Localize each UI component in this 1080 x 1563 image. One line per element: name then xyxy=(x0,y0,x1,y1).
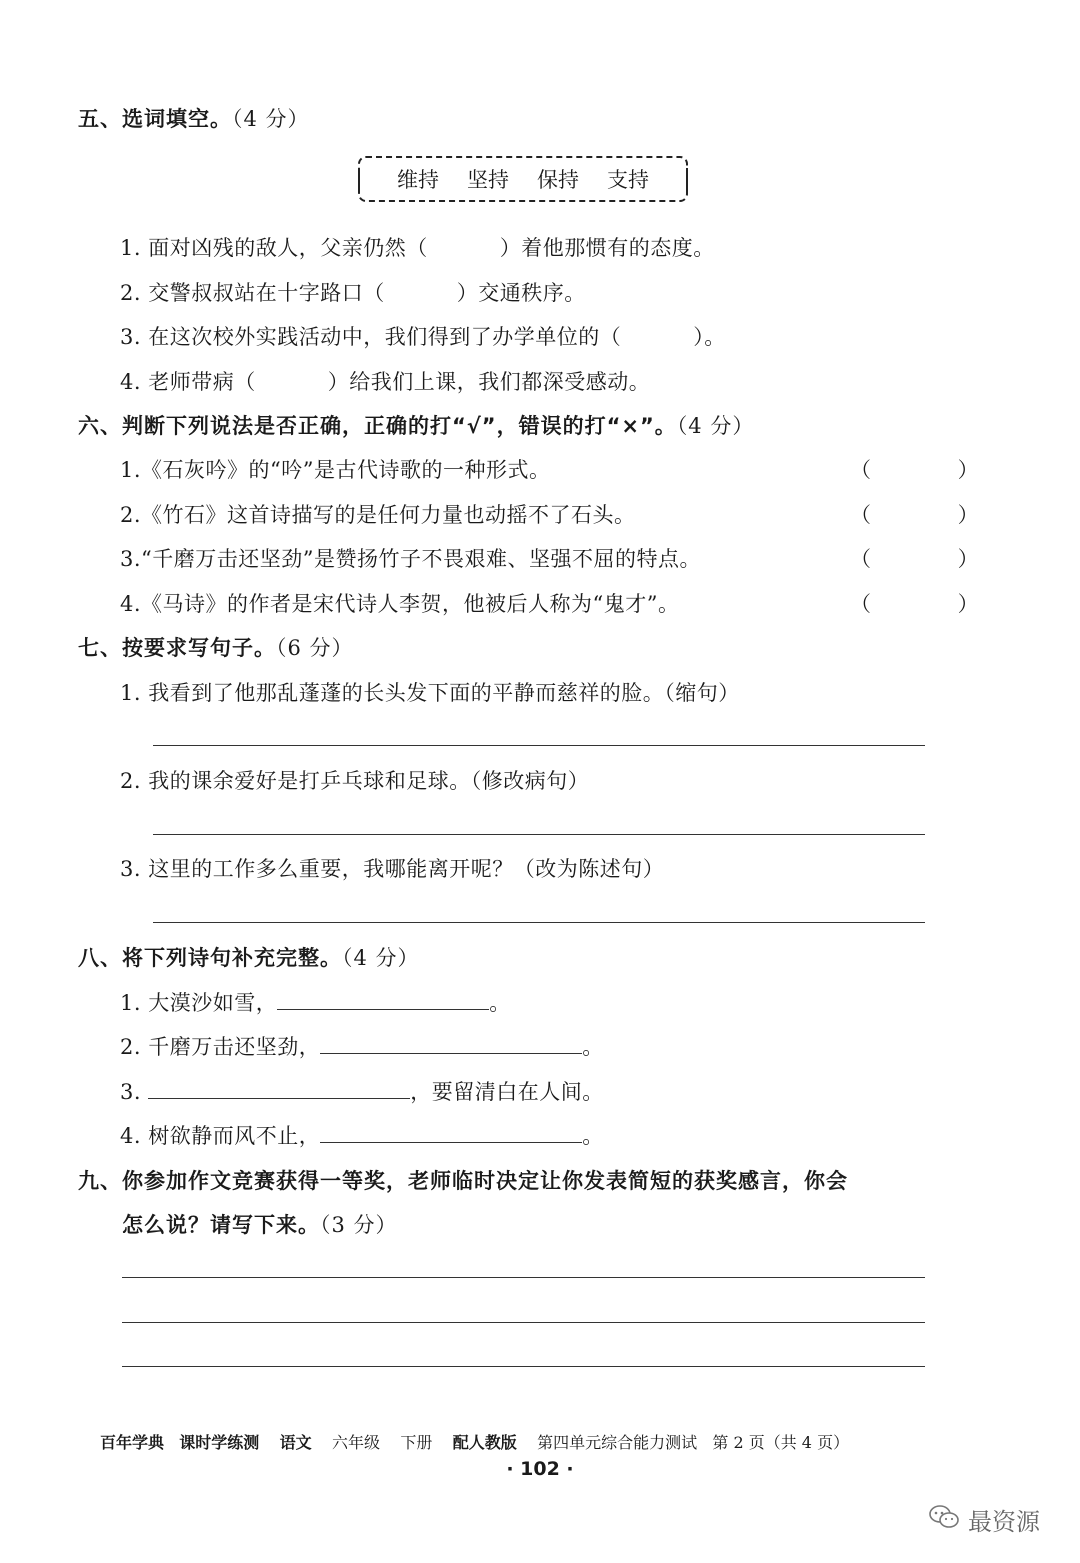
s5-item-1: 1. 面对凶残的敌人，父亲仍然（ ）着他那惯有的态度。 xyxy=(120,236,715,260)
answer-bracket[interactable]: （ ） xyxy=(850,503,1019,527)
watermark xyxy=(928,1502,1040,1537)
answer-bracket[interactable]: （ ） xyxy=(850,458,1019,482)
page-number: · 102 · xyxy=(506,1458,574,1480)
fill-blank[interactable] xyxy=(148,1097,410,1099)
watermark-text: 最资源 xyxy=(968,1508,1040,1536)
s5-item-2: 2. 交警叔叔站在十字路口（ ）交通秩序。 xyxy=(120,281,586,305)
answer-line[interactable] xyxy=(122,1277,925,1278)
s5-item-3: 3. 在这次校外实践活动中，我们得到了办学单位的（ ）。 xyxy=(120,325,726,349)
s7-item-1: 1. 我看到了他那乱蓬蓬的长头发下面的平静而慈祥的脸。（缩句） xyxy=(120,681,740,705)
s7-item-2: 2. 我的课余爱好是打乒乓球和足球。（修改病句） xyxy=(120,769,590,793)
s8-item-2: 2. 千磨万击还坚劲， 。 xyxy=(120,1035,604,1059)
s8-item-3: 3. ，要留清白在人间。 xyxy=(120,1080,604,1104)
word-option: 支持 xyxy=(607,168,649,192)
word-option: 维持 xyxy=(397,168,439,192)
answer-bracket[interactable]: （ ） xyxy=(850,547,1019,571)
s7-item-3: 3. 这里的工作多么重要，我哪能离开呢？（改为陈述句） xyxy=(120,857,665,881)
section-8-title: 八、将下列诗句补充完整。（4 分） xyxy=(78,946,420,970)
page-footer xyxy=(100,1430,849,1453)
s8-item-4: 4. 树欲静而风不止， 。 xyxy=(120,1124,604,1148)
footer-brand: 百年学典 xyxy=(100,1433,165,1452)
section-7-title: 七、按要求写句子。（6 分） xyxy=(78,636,354,660)
footer-series: 课时学练测 xyxy=(179,1433,260,1452)
answer-line[interactable] xyxy=(122,1322,925,1323)
s5-item-4: 4. 老师带病（ ）给我们上课，我们都深受感动。 xyxy=(120,370,651,394)
footer-edition: 配人教版 xyxy=(452,1433,517,1452)
footer-page-info: 第 2 页（共 4 页） xyxy=(712,1433,850,1452)
answer-line[interactable] xyxy=(153,834,925,835)
section-6-title: 六、判断下列说法是否正确，正确的打“√”，错误的打“×”。（4 分） xyxy=(78,414,755,438)
section-5-title: 五、选词填空。（4 分） xyxy=(78,107,310,131)
wechat-icon xyxy=(928,1504,960,1536)
s6-item-1: 1.《石灰吟》的“吟”是古代诗歌的一种形式。 xyxy=(120,458,551,482)
footer-volume: 下册 xyxy=(400,1433,433,1452)
s6-item-3: 3.“千磨万击还坚劲”是赞扬竹子不畏艰难、坚强不屈的特点。 xyxy=(120,547,702,571)
fill-blank[interactable] xyxy=(320,1052,582,1054)
answer-line[interactable] xyxy=(153,922,925,923)
word-choice-box xyxy=(358,156,688,202)
footer-test: 第四单元综合能力测试 xyxy=(537,1433,698,1452)
s6-item-4: 4.《马诗》的作者是宋代诗人李贺，他被后人称为“鬼才”。 xyxy=(120,592,680,616)
footer-subject: 语文 xyxy=(279,1433,312,1452)
answer-line[interactable] xyxy=(153,745,925,746)
section-9-title-cont: 怎么说？请写下来。（3 分） xyxy=(122,1213,398,1237)
word-option: 保持 xyxy=(537,168,579,192)
fill-blank[interactable] xyxy=(320,1141,582,1143)
s8-item-1: 1. 大漠沙如雪， 。 xyxy=(120,991,511,1015)
fill-blank[interactable] xyxy=(277,1008,489,1010)
footer-grade: 六年级 xyxy=(332,1433,381,1452)
section-9-title: 九、你参加作文竞赛获得一等奖，老师临时决定让你发表简短的获奖感言，你会 xyxy=(78,1169,848,1193)
answer-bracket[interactable]: （ ） xyxy=(850,592,1019,616)
word-option: 坚持 xyxy=(467,168,509,192)
answer-line[interactable] xyxy=(122,1366,925,1367)
s6-item-2: 2.《竹石》这首诗描写的是任何力量也动摇不了石头。 xyxy=(120,503,636,527)
